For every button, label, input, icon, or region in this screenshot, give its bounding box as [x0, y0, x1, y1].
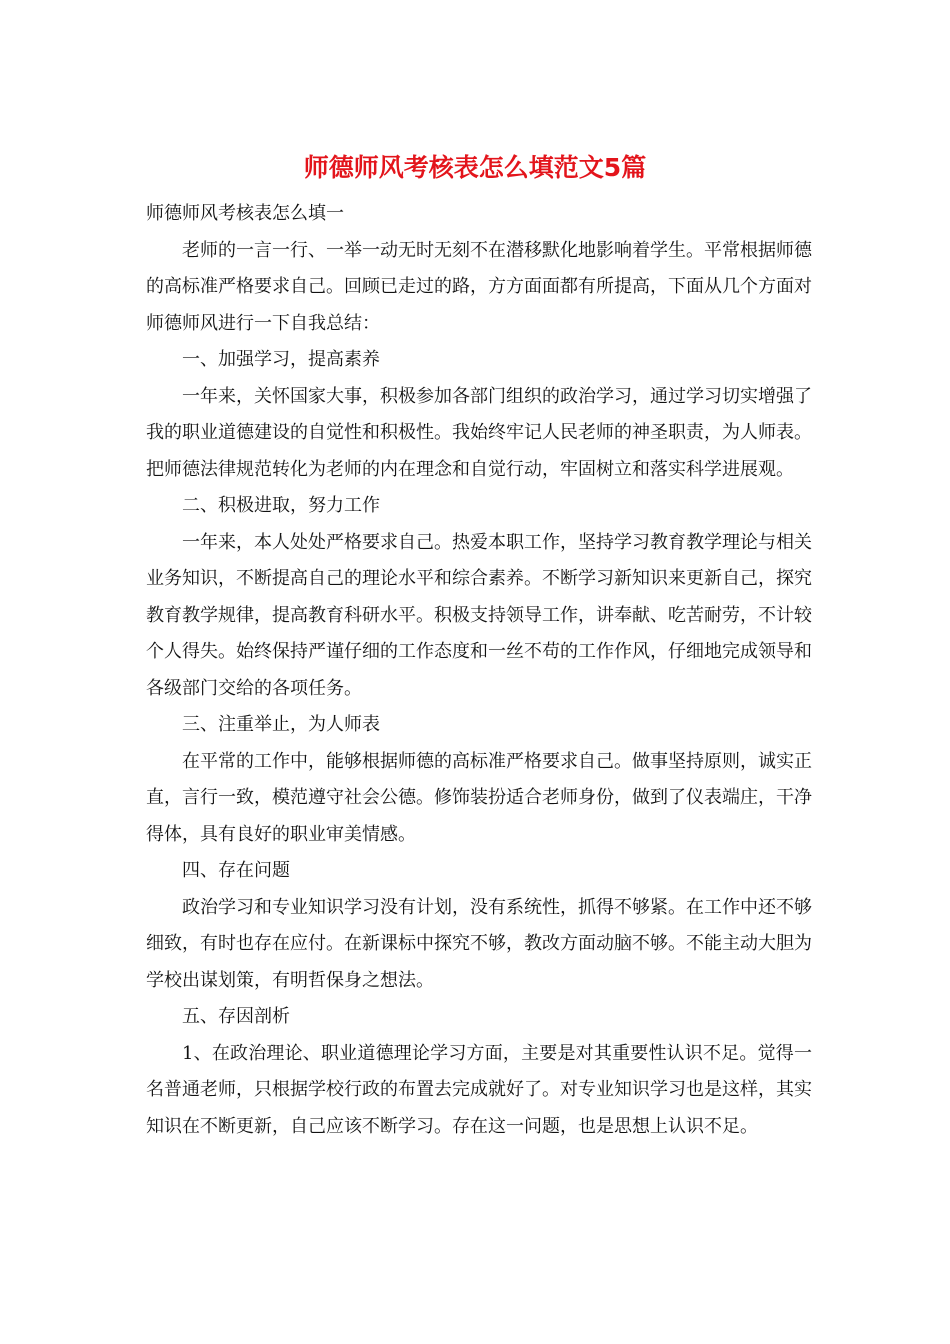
- paragraph: 老师的一言一行、一举一动无时无刻不在潜移默化地影响着学生。平常根据师德的高标准严格要求自己。回顾已走过的路，方方面面都有所提高，下面从几个方面对师德师风进行一下自我总结：: [146, 239, 812, 334]
- document-body: [146, 196, 812, 1145]
- paragraph: 一年来，关怀国家大事，积极参加各部门组织的政治学习，通过学习切实增强了我的职业道德建设的自觉性和积极性。我始终牢记人民老师的神圣职责，为人师表。把师德法律规范转化为老师的内在理念和自觉行动，牢固树立和落实科学进展观。: [146, 385, 812, 480]
- paragraph: 一年来，本人处处严格要求自己。热爱本职工作，坚持学习教育教学理论与相关业务知识，不断提高自己的理论水平和综合素养。不断学习新知识来更新自己，探究教育教学规律，提高教育科研水平。积极支持领导工作，讲奉献、吃苦耐劳，不计较个人得失。始终保持严谨仔细的工作态度和一丝不苟的工作作风，仔细地完成领导和各级部门交给的各项任务。: [146, 531, 812, 699]
- section-heading: 四、存在问题: [182, 860, 290, 881]
- paragraph: 在平常的工作中，能够根据师德的高标准严格要求自己。做事坚持原则，诚实正直，言行一致，模范遵守社会公德。修饰装扮适合老师身份，做到了仪表端庄，干净得体，具有良好的职业审美情感。: [146, 750, 812, 845]
- paragraph: 1、在政治理论、职业道德理论学习方面，主要是对其重要性认识不足。觉得一名普通老师，只根据学校行政的布置去完成就好了。对专业知识学习也是这样，其实知识在不断更新，自己应该不断学习。存在这一问题，也是思想上认识不足。: [146, 1042, 812, 1137]
- section-heading: 二、积极进取，努力工作: [182, 495, 380, 516]
- document-subtitle: 师德师风考核表怎么填一: [146, 203, 344, 224]
- section-heading: 一、加强学习，提高素养: [182, 349, 380, 370]
- document-title: 师德师风考核表怎么填范文5篇: [303, 153, 647, 182]
- section-heading: 五、存因剖析: [182, 1006, 290, 1027]
- paragraph: 政治学习和专业知识学习没有计划，没有系统性，抓得不够紧。在工作中还不够细致，有时也存在应付。在新课标中探究不够，教改方面动脑不够。不能主动大胆为学校出谋划策，有明哲保身之想法。: [146, 896, 812, 991]
- section-heading: 三、注重举止，为人师表: [182, 714, 380, 735]
